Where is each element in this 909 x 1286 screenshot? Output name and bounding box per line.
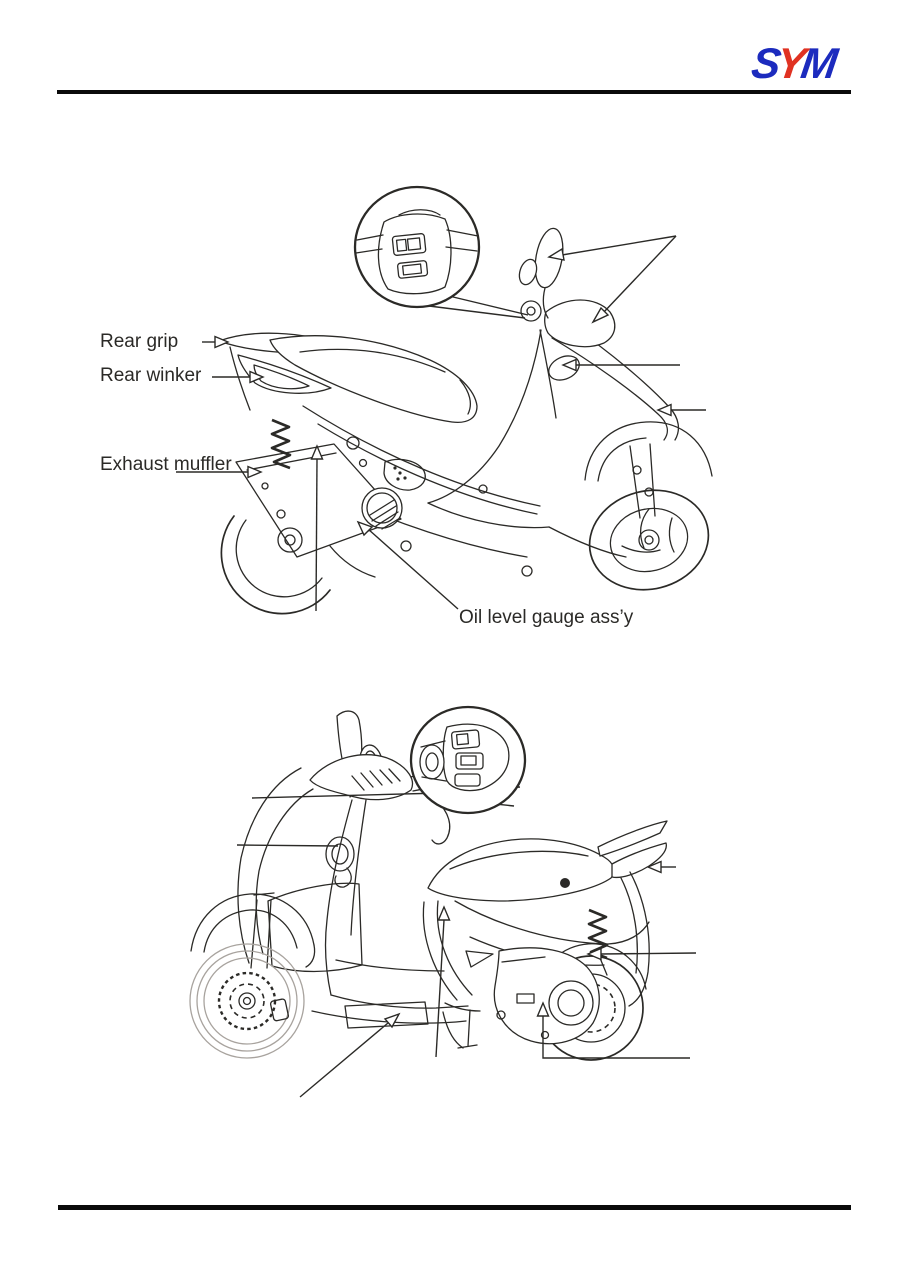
switch-button	[451, 730, 479, 749]
label-rear-winker: Rear winker	[100, 365, 202, 386]
figure-bottom-scooter-front-left-view	[190, 707, 696, 1097]
switch-button	[455, 774, 480, 786]
arrow-front-cowl	[658, 405, 706, 416]
transmission-case	[494, 948, 599, 1044]
arrow-under-cowl	[300, 1014, 399, 1097]
front-winker-part	[545, 351, 583, 384]
magnifier-callout-right-switch	[355, 187, 528, 318]
figure-top-scooter-rear-right-view	[100, 187, 719, 628]
front-winker-part	[326, 837, 354, 871]
label-exhaust-muffler: Exhaust muffler	[100, 454, 232, 475]
front-wheel	[190, 944, 304, 1058]
logo-letter-s: S	[748, 40, 781, 88]
front-fender	[585, 422, 712, 480]
arrow-helmet-box	[436, 907, 450, 1057]
brake-disc	[219, 973, 275, 1029]
footer-rule	[58, 1205, 851, 1210]
seat	[428, 839, 614, 901]
handlebar-cover	[545, 300, 615, 347]
arrow-oil-level-gauge	[358, 522, 458, 609]
label-oil-level-gauge: Oil level gauge ass’y	[459, 607, 634, 628]
logo-letter-y: Y	[773, 40, 805, 88]
label-rear-grip: Rear grip	[100, 331, 179, 352]
switch-button	[397, 260, 427, 278]
arrow-front-winker	[563, 360, 680, 371]
scooter-body-top	[219, 226, 719, 613]
fan-cover	[362, 488, 402, 529]
logo-letter-m: M	[798, 40, 837, 88]
callout-line-front-winker	[237, 845, 338, 846]
arrow-rear-grip	[202, 337, 228, 348]
